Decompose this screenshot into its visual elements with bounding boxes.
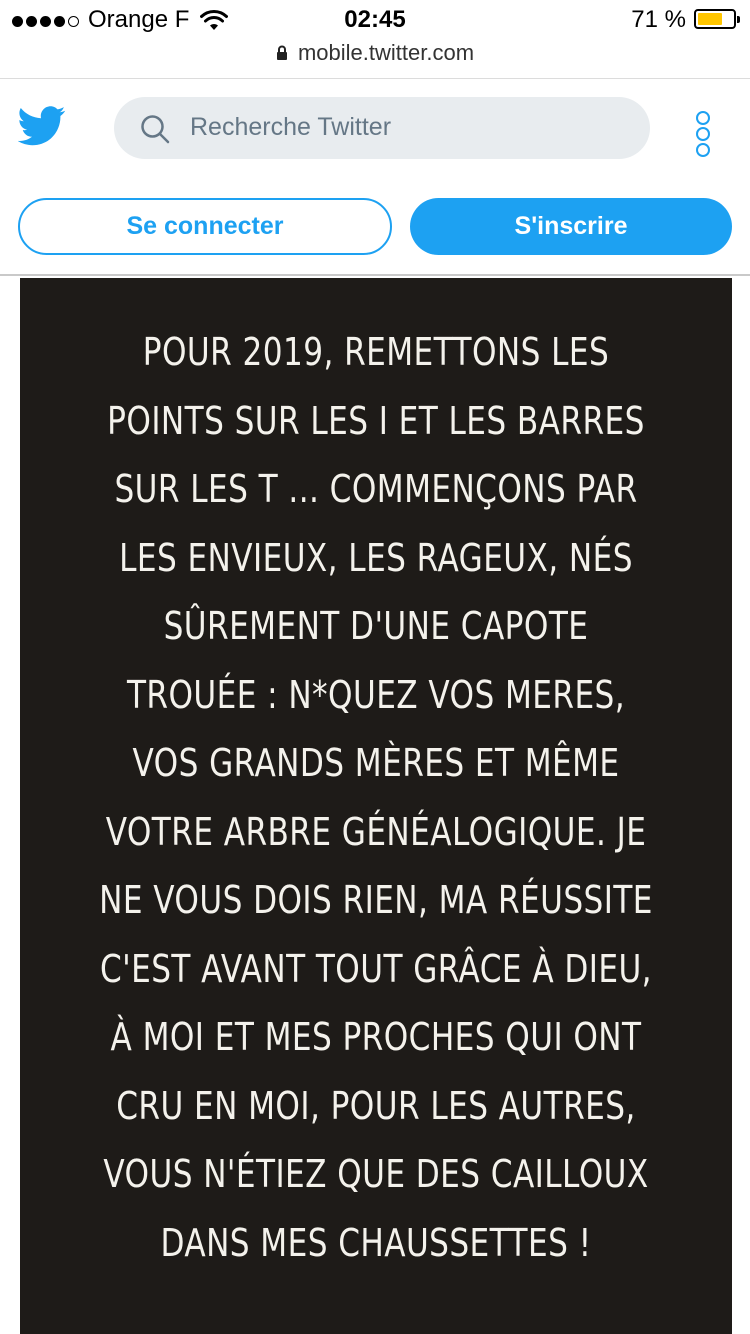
search-input[interactable] (114, 97, 650, 159)
image-text-line: LES ENVIEUX, LES RAGEUX, NÉS (119, 535, 633, 580)
divider (0, 78, 750, 79)
image-text-line: NE VOUS DOIS RIEN, MA RÉUSSITE (99, 878, 653, 922)
url-domain: mobile.twitter.com (297, 40, 475, 65)
login-button[interactable]: Se connecter (18, 198, 392, 255)
search-icon (140, 114, 170, 144)
carrier-name: Orange F (88, 6, 190, 33)
image-text-line: POUR 2019, REMETTONS LES (142, 330, 610, 374)
status-bar (0, 0, 750, 40)
clock: 02:45 (344, 6, 406, 33)
twitter-bird-icon[interactable] (18, 106, 66, 146)
battery-percent: 71 % (631, 6, 686, 33)
image-text-line: CRU EN MOI, POUR LES AUTRES, (116, 1083, 636, 1128)
lock-icon (276, 45, 288, 61)
more-vertical-icon[interactable] (696, 111, 712, 149)
image-text-line: À MOI ET MES PROCHES QUI ONT (110, 1015, 642, 1059)
image-text-line: SÛREMENT D'UNE CAPOTE (163, 604, 589, 648)
divider (0, 274, 750, 276)
image-text-line: VOTRE ARBRE GÉNÉALOGIQUE. JE (105, 809, 647, 854)
battery-icon (694, 9, 736, 29)
tweet-image[interactable] (20, 278, 732, 1334)
search-placeholder: Recherche Twitter (190, 113, 392, 141)
image-text-line: SUR LES T ... COMMENÇONS PAR (114, 467, 638, 511)
image-text-line: C'EST AVANT TOUT GRÂCE À DIEU, (99, 946, 652, 991)
image-text-line: TROUÉE : N*QUEZ VOS MERES, (126, 672, 626, 717)
url-bar[interactable] (0, 40, 750, 76)
image-text-line: VOUS N'ÉTIEZ QUE DES CAILLOUX (103, 1152, 649, 1196)
image-text-line: POINTS SUR LES I ET LES BARRES (107, 398, 645, 443)
image-text-line: DANS MES CHAUSSETTES ! (160, 1220, 592, 1265)
signup-button[interactable]: S'inscrire (410, 198, 732, 255)
image-text-line: VOS GRANDS MÈRES ET MÊME (132, 741, 620, 785)
image-text-block (84, 318, 668, 1277)
